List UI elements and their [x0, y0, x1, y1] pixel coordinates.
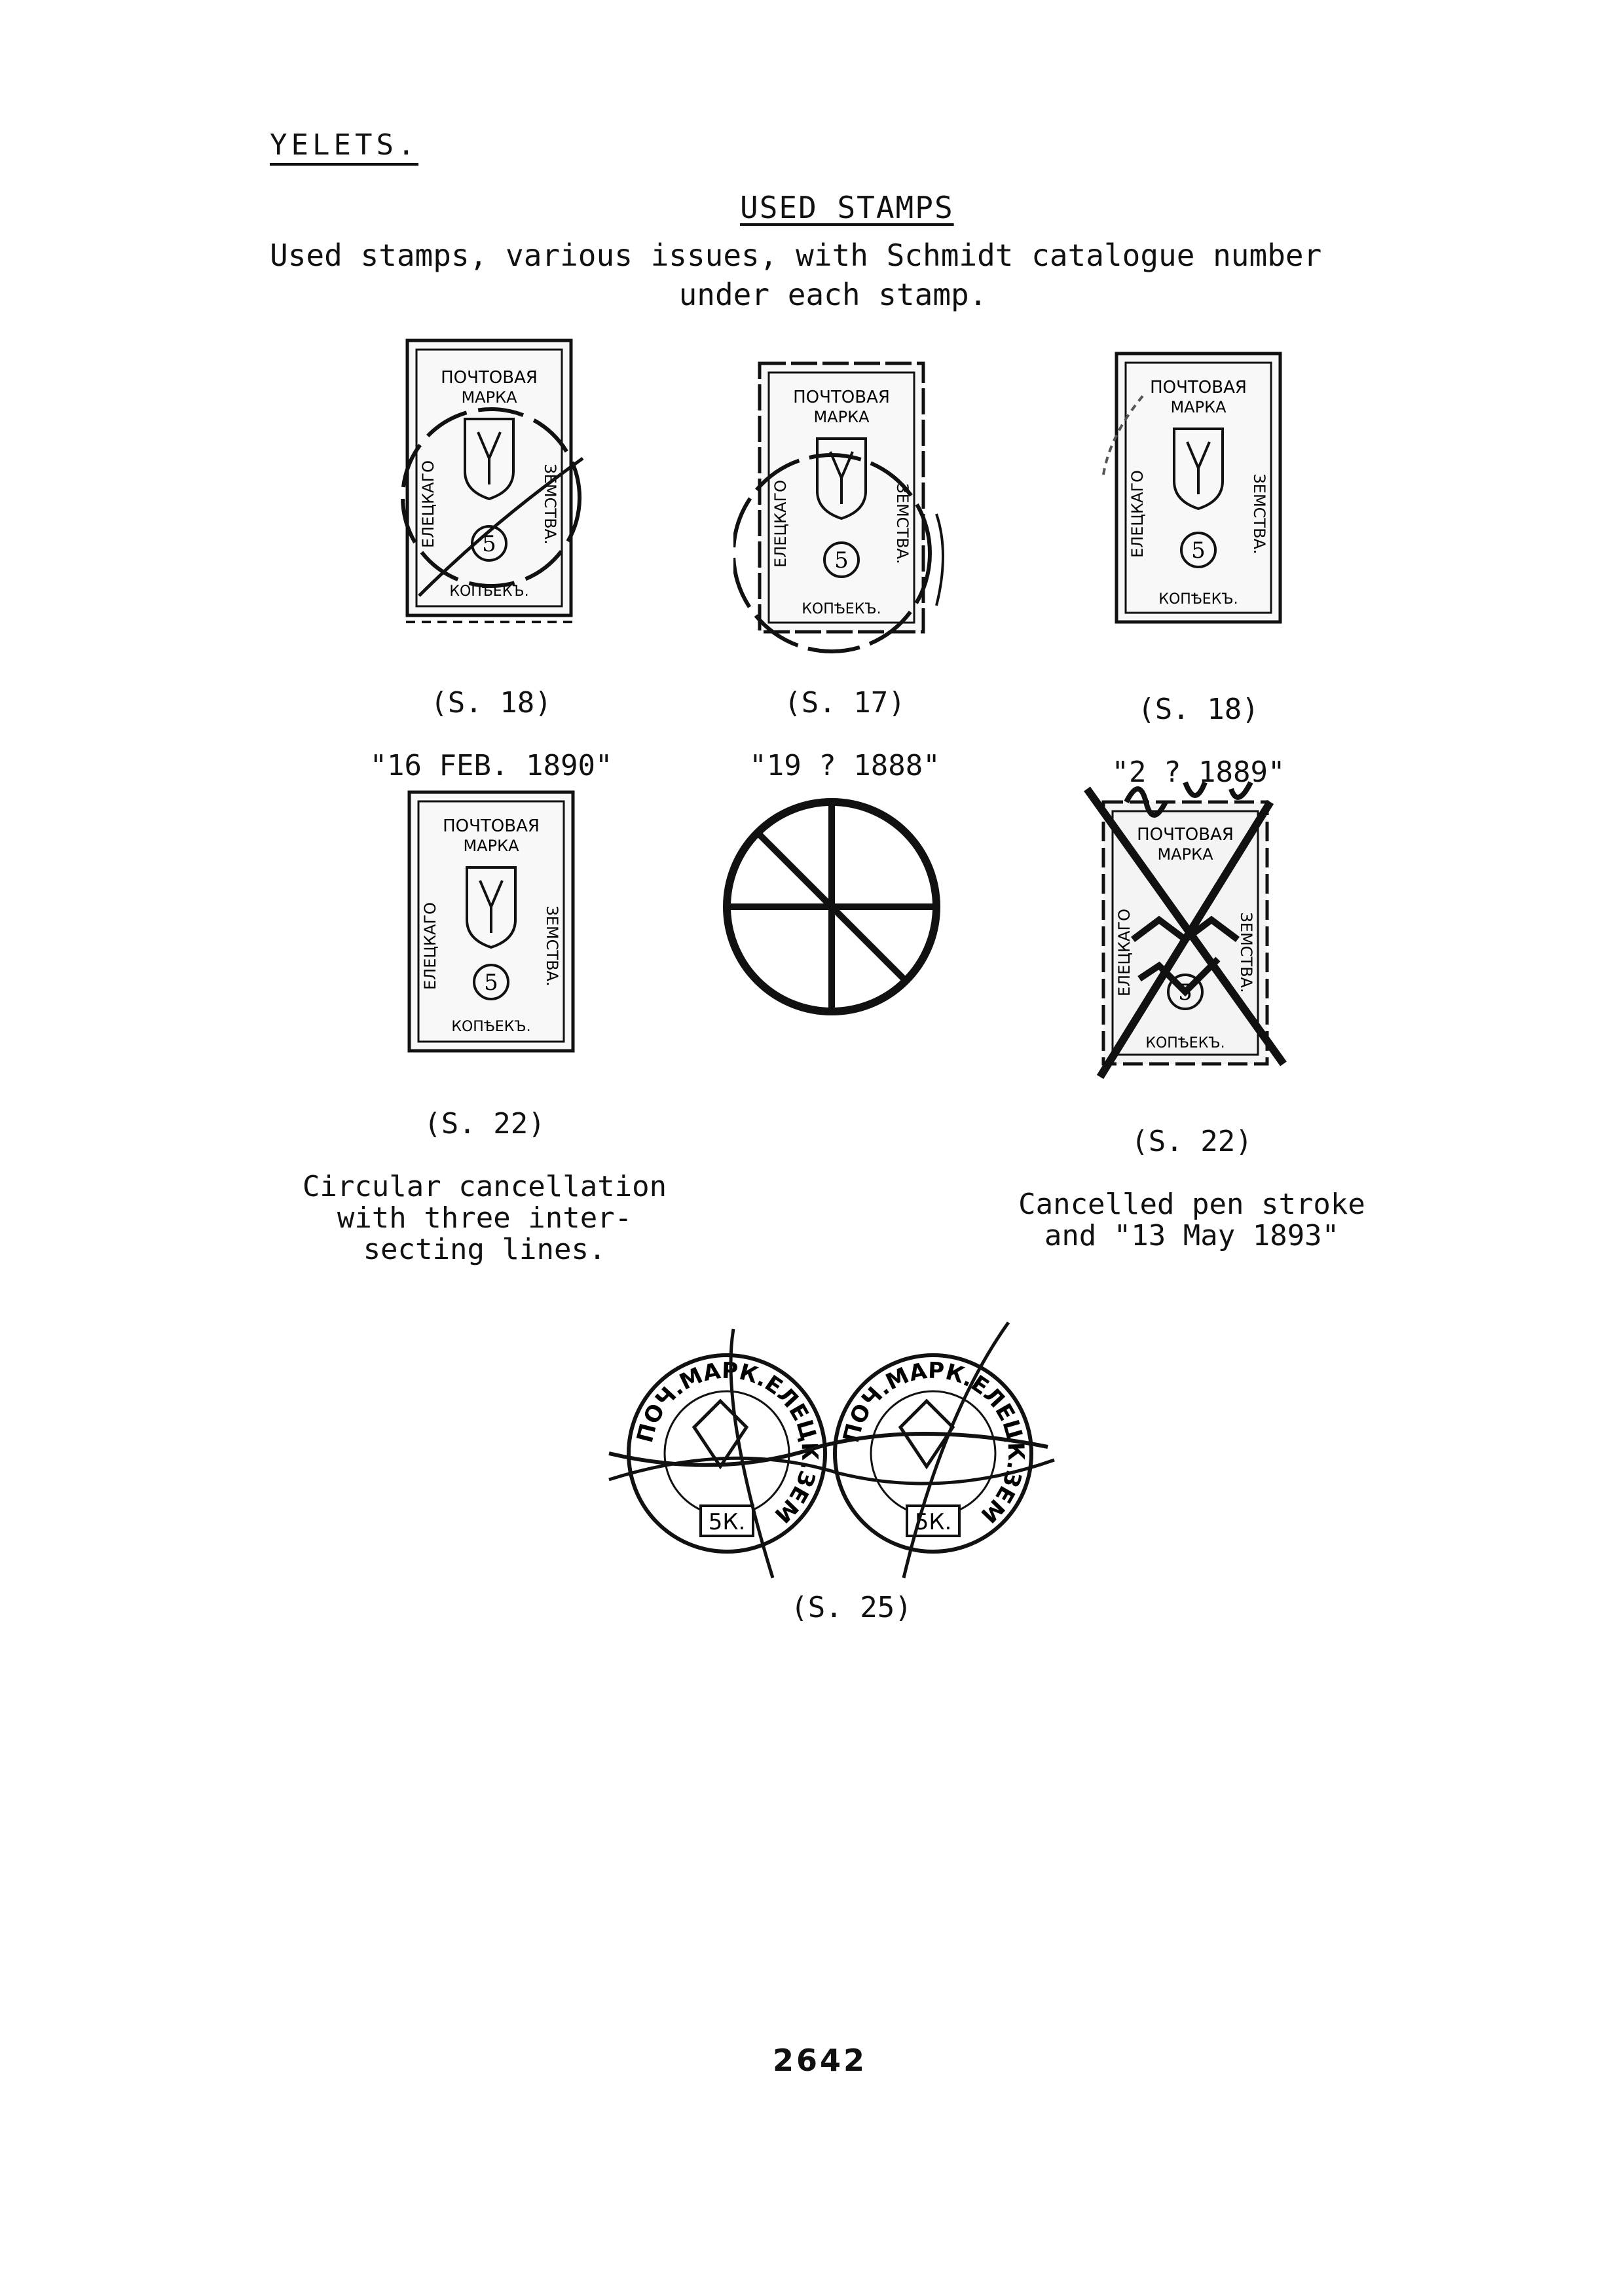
intro-line-1: Used stamps, various issues, with Schmidt catalogue number: [270, 238, 1322, 273]
stamp-1-catalogue: (S. 18): [430, 686, 552, 720]
intro-line-2: under each stamp.: [678, 277, 987, 312]
stamp-2-top-text-2: МАРКА: [813, 408, 870, 426]
stamp-3-top-text: ПОЧТОВАЯ: [1150, 378, 1247, 397]
stamp-5-value: 5: [1178, 979, 1192, 1006]
stamp-4-catalogue: (S. 22): [424, 1107, 545, 1140]
page-number: 2642: [773, 2043, 868, 2078]
stamp-3: [1100, 344, 1297, 651]
stamp-2-image: [733, 350, 950, 658]
stamp-4-bottom-text: КОПѢЕКЪ.: [451, 1019, 531, 1035]
stamp-2-catalogue: (S. 17): [784, 686, 906, 720]
stamp-2-caption: "19 ? 1888": [749, 749, 940, 782]
circle-three-lines-icon: [720, 795, 943, 1018]
stamp-2-bottom-text: КОПѢЕКЪ.: [802, 601, 881, 617]
stamp-4-right-text: ЗЕМСТВА.: [543, 905, 561, 987]
stamp-2-caption-block: [681, 656, 1008, 813]
stamp-1-right-text: ЗЕМСТВА.: [541, 464, 559, 545]
stamp-5-bottom-text: КОПѢЕКЪ.: [1145, 1035, 1225, 1051]
stamp-3-bottom-text: КОПѢЕКЪ.: [1158, 591, 1238, 608]
round-stamps-image: [602, 1316, 1061, 1584]
stamp-5-left-text: ЕЛЕЦКАГО: [1115, 909, 1134, 996]
stamp-4: [396, 786, 593, 1061]
stamp-1-value: 5: [482, 531, 496, 557]
stamp-2-value: 5: [834, 547, 849, 574]
page-title: USED STAMPS: [740, 190, 954, 225]
round-stamp-2-ring-text: ПОЧ.МАРК.ЕЛЕЦК.ЗЕМ: [838, 1357, 1029, 1528]
stamp-1: [393, 327, 589, 648]
stamp-4-image: [396, 786, 593, 1061]
stamp-4-value: 5: [484, 970, 498, 996]
page-header: YELETS.: [270, 128, 418, 166]
stamp-1-top-text-2: МАРКА: [461, 388, 517, 407]
stamp-3-right-text: ЗЕМСТВА.: [1250, 473, 1268, 555]
stamp-1-image: [393, 327, 589, 648]
stamp-3-value: 5: [1191, 538, 1206, 564]
stamp-4-caption-block: [262, 1077, 707, 1297]
round-stamp-2-value: 5К.: [914, 1509, 952, 1535]
stamp-5: [1074, 763, 1297, 1090]
stamp-5-right-text: ЗЕМСТВА.: [1237, 912, 1255, 993]
stamp-4-top-text-2: МАРКА: [463, 837, 519, 855]
stamp-5-caption-block: [969, 1095, 1414, 1283]
stamp-4-caption: Circular cancellation with three inter- secting lines.: [302, 1170, 667, 1266]
round-stamps-pair: [602, 1316, 1061, 1584]
stamp-5-image: [1074, 763, 1297, 1090]
stamp-4-top-text: ПОЧТОВАЯ: [443, 816, 540, 836]
stamp-3-top-text-2: МАРКА: [1170, 398, 1227, 416]
stamp-3-left-text: ЕЛЕЦКАГО: [1128, 470, 1147, 558]
stamp-3-image: [1100, 344, 1297, 651]
stamp-4-left-text: ЕЛЕЦКАГО: [421, 902, 439, 990]
stamp-1-caption: "16 FEB. 1890": [369, 749, 613, 782]
stamp-5-top-text-2: МАРКА: [1157, 845, 1213, 864]
stamp-3-caption: "2 ? 1889": [1111, 756, 1285, 789]
stamp-1-left-text: ЕЛЕЦКАГО: [419, 460, 437, 548]
stamp-1-bottom-text: КОПѢЕКЪ.: [449, 583, 529, 600]
stamp-2-left-text: ЕЛЕЦКАГО: [771, 480, 790, 568]
stamp-5-top-text: ПОЧТОВАЯ: [1137, 825, 1234, 845]
stamp-1-top-text: ПОЧТОВАЯ: [441, 368, 538, 388]
stamp-3-catalogue: (S. 18): [1137, 693, 1259, 726]
stamp-2: [733, 350, 950, 658]
stamp-5-catalogue: (S. 22): [1131, 1125, 1253, 1158]
intro-text: [270, 236, 1435, 314]
round-stamp-1-ring-text: ПОЧ.МАРК.ЕЛЕЦК.ЗЕМ: [631, 1357, 823, 1528]
stamp-5-caption: Cancelled pen stroke and "13 May 1893": [1018, 1188, 1365, 1252]
round-stamp-1-value: 5К.: [708, 1509, 746, 1535]
cancellation-diagram: [720, 795, 943, 1018]
stamp-2-right-text: ЗЕМСТВА.: [893, 483, 912, 564]
round-stamps-caption: (S. 25): [790, 1591, 912, 1624]
stamp-2-top-text: ПОЧТОВАЯ: [793, 388, 890, 407]
